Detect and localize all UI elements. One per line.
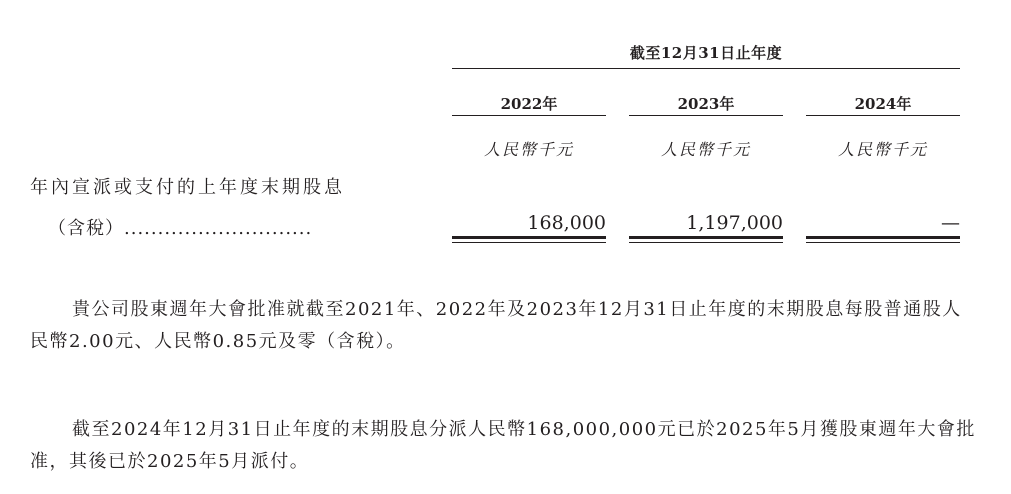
unit-label-2024: 人民幣千元	[837, 140, 928, 159]
paragraph-dividend-payment-text: 截至2024年12月31日止年度的末期股息分派人民幣168,000,000元已於2025年5月獲股東週年大會批准，其後已於2025年5月派付。	[30, 419, 976, 472]
year-rule-2022	[452, 115, 606, 116]
value-2024: —	[941, 212, 960, 234]
paragraph-dividend-approval	[30, 294, 980, 358]
year-rule-2024	[806, 115, 960, 116]
unit-label-2022: 人民幣千元	[483, 140, 574, 159]
total-double-rule-2024	[806, 236, 960, 243]
period-header: 截至12月31日止年度	[629, 44, 783, 62]
total-double-rule-2023	[629, 236, 783, 243]
year-rule-2023	[629, 115, 783, 116]
value-2022: 168,000	[527, 212, 606, 234]
header-rule	[452, 68, 960, 69]
total-double-rule-2022	[452, 236, 606, 243]
unit-label-2023: 人民幣千元	[660, 140, 751, 159]
year-header-2024: 2024年	[854, 95, 912, 113]
paragraph-dividend-payment	[30, 414, 980, 478]
value-2023: 1,197,000	[686, 212, 783, 234]
paragraph-dividend-approval-text: 貴公司股東週年大會批准就截至2021年、2022年及2023年12月31日止年度的末期股息每股普通股人民幣2.00元、人民幣0.85元及零（含稅）。	[30, 299, 962, 352]
year-header-2023: 2023年	[677, 95, 735, 113]
year-header-2022: 2022年	[500, 95, 558, 113]
row-label: 年內宣派或支付的上年度末期股息	[30, 177, 345, 198]
row-label-continuation: （含稅）............................	[48, 218, 313, 239]
